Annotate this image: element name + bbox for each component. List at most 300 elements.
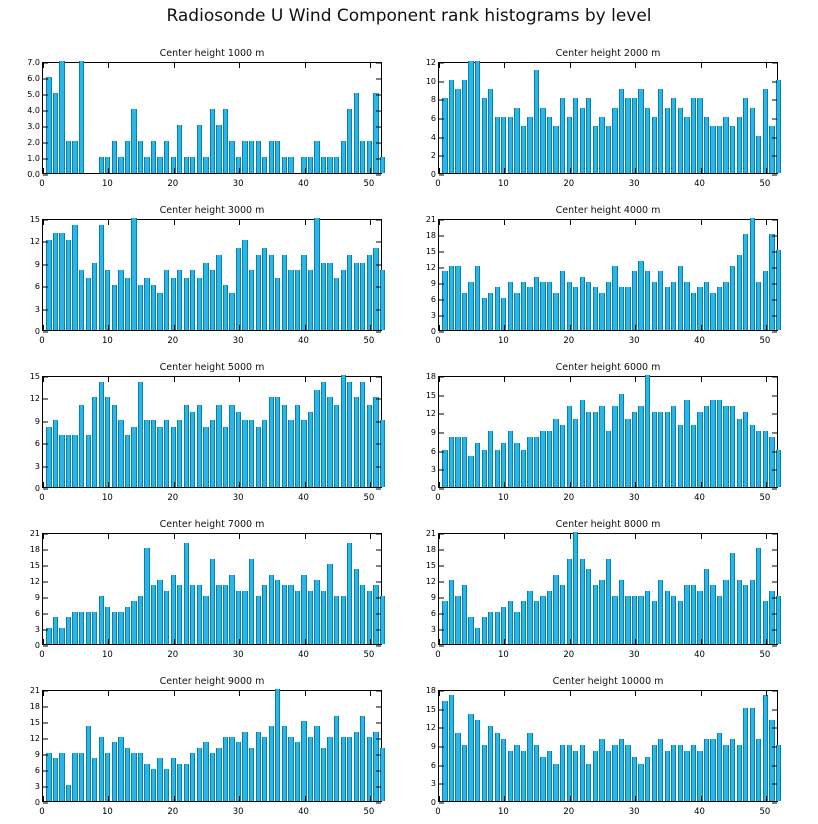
plot-area — [425, 686, 778, 807]
bar — [354, 732, 359, 801]
bar — [763, 89, 768, 173]
y-axis-tick-label: 2.0 — [27, 138, 40, 147]
bar — [508, 431, 513, 487]
bar — [560, 425, 565, 487]
x-axis-tick-mark — [43, 796, 44, 801]
x-axis-tick-mark — [370, 168, 371, 173]
bar — [508, 751, 513, 801]
y-axis-tick-mark — [772, 300, 777, 301]
y-axis-tick-mark — [439, 268, 444, 269]
y-axis-tick-label: 4 — [430, 132, 436, 142]
bar — [171, 427, 176, 487]
x-axis-tick-label: 30 — [232, 650, 244, 660]
bar — [288, 420, 293, 487]
bar — [53, 93, 58, 173]
bar — [763, 431, 768, 487]
bar — [321, 748, 326, 801]
bar — [534, 745, 539, 801]
x-axis-tick-mark — [370, 377, 371, 382]
bar — [308, 591, 313, 644]
x-axis-tick-mark — [174, 482, 175, 487]
y-axis-tick-mark — [772, 747, 777, 748]
bar — [547, 431, 552, 487]
y-axis-tick-mark — [376, 691, 381, 692]
bar — [573, 532, 578, 644]
x-axis-tick-label: 20 — [563, 807, 575, 817]
bar — [242, 420, 247, 487]
bar — [171, 575, 176, 644]
panel-title: Center height 10000 m — [552, 676, 664, 687]
y-axis-tick-label: 6 — [430, 446, 436, 456]
bar — [482, 98, 487, 173]
x-axis-tick-mark — [239, 377, 240, 382]
y-axis-tick-mark — [43, 159, 48, 160]
bar — [125, 607, 130, 644]
y-axis-tick-mark — [772, 63, 777, 64]
y-axis-tick-label: 9 — [430, 279, 436, 288]
y-axis-tick-mark — [439, 300, 444, 301]
bar — [157, 293, 162, 330]
bar — [763, 601, 768, 644]
x-axis-tick-mark — [239, 639, 240, 644]
bar — [737, 580, 742, 644]
bar — [242, 240, 247, 330]
bar — [723, 117, 728, 173]
bar — [717, 126, 722, 173]
x-axis-tick-mark — [570, 796, 571, 801]
plot-area — [425, 372, 778, 493]
bar — [730, 739, 735, 801]
bar — [79, 405, 84, 487]
bar — [79, 61, 84, 173]
y-axis-tick-mark — [43, 399, 48, 400]
x-axis-tick-mark — [570, 639, 571, 644]
y-axis-tick-mark — [376, 566, 381, 567]
bar-series — [439, 691, 777, 801]
x-axis-tick-label: 30 — [232, 493, 244, 503]
x-axis-tick-label: 20 — [167, 493, 179, 503]
y-axis-tick-mark — [376, 755, 381, 756]
bar — [269, 255, 274, 330]
x-axis-tick-mark — [239, 63, 240, 68]
bar — [197, 585, 202, 644]
y-axis-tick-mark — [43, 755, 48, 756]
x-axis-tick-label: 20 — [563, 650, 575, 660]
bar — [327, 564, 332, 644]
bar — [671, 98, 676, 173]
x-axis-tick-label: 10 — [101, 493, 113, 503]
bar — [314, 726, 319, 801]
x-axis-tick-label: 40 — [298, 493, 309, 503]
bar — [573, 287, 578, 330]
x-axis-tick-label: 0 — [435, 807, 441, 817]
bar — [72, 612, 77, 644]
bar — [540, 282, 545, 330]
bar — [606, 126, 611, 173]
bar — [449, 695, 454, 801]
x-axis-tick-mark — [570, 220, 571, 225]
bar — [612, 266, 617, 330]
y-axis-tick-mark — [439, 156, 444, 157]
bar — [756, 136, 761, 173]
y-axis-tick-label: 0 — [34, 641, 40, 650]
y-axis-tick-label: 3 — [34, 782, 40, 791]
x-axis-tick-mark — [635, 377, 636, 382]
y-axis-tick-mark — [772, 100, 777, 101]
bar — [567, 282, 572, 330]
y-axis-tick-label: 15 — [425, 704, 436, 714]
bar — [567, 745, 572, 801]
bar — [599, 117, 604, 173]
y-axis-tick-mark — [772, 803, 777, 804]
y-axis-tick-label: 0 — [430, 641, 436, 650]
bar — [223, 427, 228, 487]
y-axis-tick-mark — [772, 377, 777, 378]
bar — [164, 420, 169, 487]
bar — [66, 785, 71, 801]
bar — [488, 89, 493, 173]
bar — [710, 126, 715, 173]
bar — [737, 419, 742, 487]
bar — [105, 753, 110, 801]
x-axis-tick-mark — [635, 796, 636, 801]
y-axis-tick-mark — [439, 550, 444, 551]
y-axis-tick-label: 0 — [430, 170, 436, 179]
x-axis-tick-label: 40 — [694, 650, 705, 660]
bar — [776, 80, 781, 173]
bar — [197, 405, 202, 487]
bar — [321, 157, 326, 173]
bar — [99, 596, 104, 644]
x-axis-tick-mark — [766, 534, 767, 539]
x-axis-tick-mark — [766, 639, 767, 644]
y-axis-tick-mark — [439, 803, 444, 804]
bar — [527, 287, 532, 330]
y-axis-tick-mark — [772, 220, 777, 221]
bar — [190, 585, 195, 644]
bar — [593, 585, 598, 644]
bar — [449, 437, 454, 487]
bar — [665, 287, 670, 330]
bar — [308, 157, 313, 173]
bar — [157, 157, 162, 173]
bar — [632, 596, 637, 644]
x-axis-tick-mark — [370, 534, 371, 539]
bar — [223, 285, 228, 330]
bar — [462, 293, 467, 330]
y-axis-tick-mark — [43, 287, 48, 288]
bar — [776, 250, 781, 330]
bar — [462, 585, 467, 644]
y-axis-tick-mark — [43, 489, 48, 490]
bar — [717, 400, 722, 487]
bar — [678, 108, 683, 173]
x-axis-tick-label: 10 — [497, 179, 509, 189]
y-axis-tick-label: 15 — [425, 390, 436, 400]
y-axis-tick-label: 9 — [34, 416, 40, 426]
y-axis-tick-label: 12 — [425, 409, 436, 419]
bar — [710, 585, 715, 644]
y-axis-tick-mark — [376, 421, 381, 422]
y-axis-tick-mark — [43, 582, 48, 583]
bar — [625, 98, 630, 173]
y-axis-tick-mark — [376, 630, 381, 631]
bar — [151, 420, 156, 487]
plot-area — [425, 58, 778, 179]
x-axis-tick-mark — [766, 220, 767, 225]
x-axis-tick-mark — [370, 691, 371, 696]
y-axis-tick-mark — [772, 470, 777, 471]
bar — [560, 745, 565, 801]
bar — [514, 293, 519, 330]
y-axis-tick-mark — [772, 728, 777, 729]
y-axis-tick-label: 6 — [34, 766, 40, 775]
x-axis-tick-mark — [239, 534, 240, 539]
panel-title: Center height 8000 m — [555, 519, 661, 530]
y-axis-tick-mark — [376, 242, 381, 243]
x-axis-tick-mark — [43, 325, 44, 330]
y-axis-tick-mark — [439, 451, 444, 452]
y-axis-tick-mark — [439, 284, 444, 285]
bar — [138, 141, 143, 173]
bar — [665, 108, 670, 173]
bar — [282, 585, 287, 644]
y-axis-tick-label: 9 — [34, 593, 40, 602]
y-axis-tick-mark — [43, 646, 48, 647]
y-axis-tick-mark — [772, 332, 777, 333]
x-axis-tick-label: 50 — [363, 179, 375, 189]
bar — [763, 695, 768, 801]
x-axis-tick-mark — [570, 325, 571, 330]
bar — [645, 108, 650, 173]
x-axis-tick-mark — [108, 534, 109, 539]
y-axis-tick-label: 6 — [430, 760, 436, 770]
bar — [131, 427, 136, 487]
bar — [547, 591, 552, 644]
x-axis-tick-mark — [439, 168, 440, 173]
bar — [743, 98, 748, 173]
bar — [373, 732, 378, 801]
bar — [282, 405, 287, 487]
bar — [710, 739, 715, 801]
bar — [514, 443, 519, 487]
y-axis-tick-mark — [376, 803, 381, 804]
bar — [118, 612, 123, 644]
bar — [638, 406, 643, 487]
bar — [553, 126, 558, 173]
bar — [367, 591, 372, 644]
y-axis-tick-mark — [439, 489, 444, 490]
bar — [216, 748, 221, 801]
bar — [658, 580, 663, 644]
x-axis-tick-label: 30 — [628, 650, 640, 660]
bar — [495, 117, 500, 173]
y-axis-tick-mark — [772, 582, 777, 583]
bar — [743, 585, 748, 644]
y-axis-tick-mark — [376, 534, 381, 535]
x-axis-tick-mark — [504, 691, 505, 696]
bar — [66, 435, 71, 487]
x-axis-tick-mark — [439, 325, 440, 330]
bar — [475, 720, 480, 801]
bar — [658, 412, 663, 487]
bar — [177, 585, 182, 644]
bar — [540, 596, 545, 644]
x-axis-tick-mark — [701, 639, 702, 644]
bar-series — [43, 63, 381, 173]
bar — [612, 406, 617, 487]
bar — [262, 248, 267, 330]
bar — [704, 117, 709, 173]
y-axis-tick-label: 6 — [430, 609, 436, 618]
x-axis-tick-mark — [570, 482, 571, 487]
bar — [288, 737, 293, 801]
bar — [625, 287, 630, 330]
bar — [580, 277, 585, 330]
y-axis-tick-mark — [772, 284, 777, 285]
y-axis-tick-mark — [772, 156, 777, 157]
bar — [553, 293, 558, 330]
bar — [638, 596, 643, 644]
bar — [514, 108, 519, 173]
panel-title: Center height 7000 m — [159, 519, 265, 530]
bar — [580, 559, 585, 644]
bar — [567, 406, 572, 487]
x-axis-tick-label: 0 — [39, 650, 45, 660]
bar — [697, 98, 702, 173]
bar — [334, 278, 339, 330]
bar — [684, 282, 689, 330]
x-axis-tick-label: 30 — [628, 336, 640, 346]
y-axis-tick-label: 9 — [34, 259, 40, 269]
bar — [360, 263, 365, 330]
bar — [157, 427, 162, 487]
bar — [763, 271, 768, 330]
panel-title: Center height 9000 m — [159, 676, 265, 687]
y-axis-tick-label: 6 — [34, 439, 40, 449]
y-axis-tick-label: 4.0 — [27, 106, 40, 115]
x-axis-tick-label: 0 — [39, 336, 45, 346]
y-axis-tick-label: 0 — [430, 484, 436, 493]
bar — [131, 109, 136, 173]
y-axis-tick-mark — [376, 264, 381, 265]
bar — [534, 70, 539, 173]
bar — [262, 737, 267, 801]
y-axis-tick-label: 15 — [425, 247, 436, 256]
y-axis-tick-mark — [439, 747, 444, 748]
bar — [151, 141, 156, 173]
x-axis-tick-label: 20 — [563, 336, 575, 346]
bar — [373, 585, 378, 644]
x-axis-tick-label: 30 — [628, 179, 640, 189]
plot-area — [29, 686, 382, 807]
x-axis-tick-mark — [701, 482, 702, 487]
bar — [203, 596, 208, 644]
bar — [99, 737, 104, 801]
bar — [645, 271, 650, 330]
bar — [86, 278, 91, 330]
bar — [125, 748, 130, 801]
x-axis-tick-mark — [305, 534, 306, 539]
bar — [269, 726, 274, 801]
bar — [72, 435, 77, 487]
x-axis-tick-mark — [43, 377, 44, 382]
bar — [347, 255, 352, 330]
bar — [671, 282, 676, 330]
bar — [210, 559, 215, 644]
bar — [671, 745, 676, 801]
bar — [769, 591, 774, 644]
x-axis-tick-label: 40 — [694, 807, 705, 817]
bar — [619, 89, 624, 173]
bar — [573, 419, 578, 487]
bar — [449, 266, 454, 330]
bar — [501, 117, 506, 173]
x-axis-tick-label: 30 — [628, 807, 640, 817]
bar — [606, 282, 611, 330]
bar — [560, 585, 565, 644]
bar — [769, 437, 774, 487]
bar — [684, 117, 689, 173]
x-axis-tick-mark — [635, 325, 636, 330]
bar — [308, 737, 313, 801]
y-axis-tick-label: 9 — [430, 428, 436, 437]
y-axis-tick-mark — [439, 175, 444, 176]
bar — [599, 406, 604, 487]
bar — [275, 278, 280, 330]
bar — [301, 575, 306, 644]
bar — [229, 141, 234, 173]
y-axis-tick-mark — [376, 143, 381, 144]
bar — [360, 141, 365, 173]
y-axis-tick-mark — [43, 264, 48, 265]
x-axis-tick-label: 10 — [101, 807, 113, 817]
bar — [229, 575, 234, 644]
bar — [488, 726, 493, 801]
bar — [521, 126, 526, 173]
bar — [112, 405, 117, 487]
y-axis-tick-mark — [772, 175, 777, 176]
x-axis-tick-mark — [108, 482, 109, 487]
bar — [743, 708, 748, 801]
y-axis-tick-label: 3 — [34, 304, 40, 314]
y-axis-tick-mark — [439, 630, 444, 631]
x-axis-tick-label: 0 — [39, 807, 45, 817]
y-axis-tick-mark — [43, 421, 48, 422]
y-axis-tick-label: 0 — [430, 327, 436, 336]
x-axis-tick-label: 10 — [497, 807, 509, 817]
x-axis-tick-label: 40 — [298, 179, 309, 189]
bar — [586, 98, 591, 173]
x-axis-tick-mark — [305, 325, 306, 330]
x-axis-tick-label: 50 — [363, 336, 375, 346]
bar — [488, 293, 493, 330]
x-axis-tick-mark — [108, 325, 109, 330]
bar — [776, 450, 781, 487]
bar — [314, 580, 319, 644]
x-axis-tick-mark — [439, 377, 440, 382]
bar — [249, 748, 254, 801]
bar — [360, 382, 365, 487]
y-axis-tick-mark — [43, 614, 48, 615]
bar-series — [439, 220, 777, 330]
bar — [288, 157, 293, 173]
y-axis-tick-mark — [376, 723, 381, 724]
bar — [216, 405, 221, 487]
x-axis-tick-mark — [239, 325, 240, 330]
bar — [586, 764, 591, 801]
bar — [723, 580, 728, 644]
